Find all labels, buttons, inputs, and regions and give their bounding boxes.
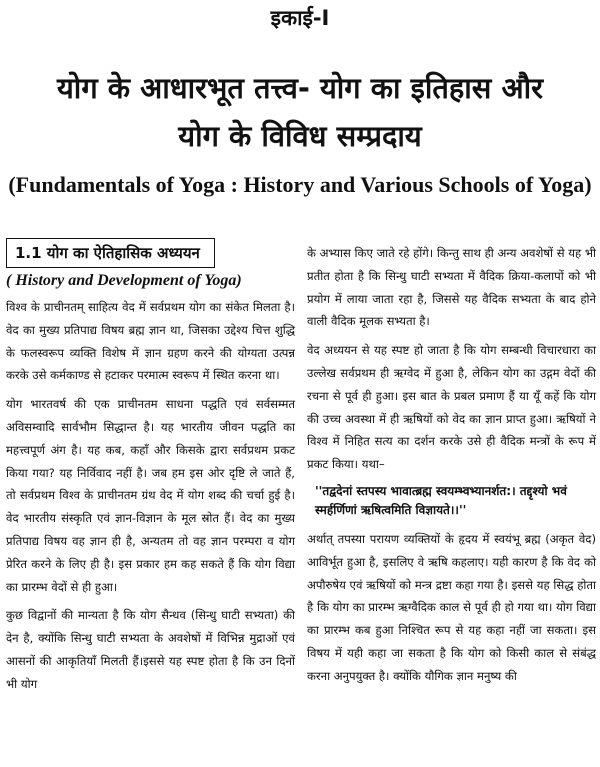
- sanskrit-verse: ''तद्वदेनां स्तपस्य भावात्ब्रह्म स्वयम्भ्वभ्यानर्शत:। तद्दृश्यो भवं स्मर्हर्णिणां ऋषित्वमिति विज्ञायते।।'': [315, 483, 567, 517]
- title-line-2: योग के विविध सम्प्रदाय: [178, 119, 422, 153]
- english-subtitle: (Fundamentals of Yoga : History and Various Schools of Yoga): [8, 172, 592, 197]
- unit-label: इकाई-I: [270, 6, 330, 30]
- paragraph: वेद अध्ययन से यह स्पष्ट हो जाता है कि योग सम्बन्धी विचारधारा का उल्लेख सर्वप्रथम ही ऋग्वेद में हुआ है, लेकिन योग का उद्गम वेदों की रचना से पूर्व ही हुआ। इस बात के प्रबल प्रमाण हैं या यूँ कहें कि योग की उच्च अवस्था में ही ऋषियों को वेद का ज्ञान प्राप्त हुआ। ऋषियों ने विश्व में निहित सत्य का दर्शन करके उसे ही वैदिक मन्त्रों के रूप में प्रकट किया। यथा–: [307, 343, 596, 472]
- page-title: [10, 64, 590, 160]
- paragraph: के अभ्यास किए जाते रहे होंगे। किन्तु साथ ही अन्य अवशेषों से यह भी प्रतीत होता है कि सिन्धु घाटी सभ्यता में वैदिक क्रिया-कलापों को भी प्रयोग में लाया जाता रहा है, जिससे यह वैदिक सभ्यता के बाद होने वाली वैदिक मूलक सभ्यता है।: [307, 246, 596, 329]
- right-column: [307, 242, 596, 694]
- paragraph: योग भारतवर्ष की एक प्राचीनतम साधना पद्धति एवं सर्वसम्मत अविसम्वादि सार्वभौम सिद्धान्त है। यह भारतीय जीवन पद्धति का महत्त्वपूर्ण अंग है। यह कब, कहाँ और किसके द्वारा सर्वप्रथम प्रकट किया गया? यह निर्विवाद नहीं है। जब हम इस ओर दृष्टि ले जाते हैं, तो सर्वप्रथम विश्व के प्राचीनतम ग्रंथ वेद में योग शब्द की चर्चा हुई है। वेद भारतीय संस्कृति एवं ज्ञान-विज्ञान के मूल स्रोत हैं। वेद का मुख्य प्रतिपाद्य विषय वह ज्ञान ही है, अन्यतम तो वह ज्ञान परम्परा व योग प्रेरित करने के लिए ही है। इस प्रकार हम कह सकते हैं कि योग विद्या का प्रारम्भ वेदों से ही हुआ।: [6, 397, 295, 594]
- section-subheading: ( History and Development of Yoga): [6, 272, 242, 289]
- title-line-1: योग के आधारभूत तत्त्व- योग का इतिहास और: [56, 71, 543, 105]
- paragraph: अर्थात् तपस्या परायण व्यक्तियों के हृदय में स्वयंभू ब्रह्म (अकृत वेद) आविर्भूत हुआ है, इसलिए वे ऋषि कहलाए। यही कारण है कि वेद को अपौरुषेय एवं ऋषियों को मन्त्र द्रष्टा कहा गया है। इससे यह सिद्ध होता है कि योग का प्रारम्भ ऋग्वैदिक काल से पूर्व ही हो गया था। योग विद्या का प्रारम्भ कब हुआ निश्चित रूप से यह कहा नहीं जा सकता। इस विषय में यही कहा जा सकता है कि योग को किसी काल से संबंद्ध करना अनुपयुक्त है। क्योंकि यौगिक ज्ञान मनुष्य की: [307, 531, 596, 683]
- left-column: [6, 238, 295, 702]
- paragraph: विश्व के प्राचीनतम् साहित्य वेद में सर्वप्रथम योग का संकेत मिलता है। वेद का मुख्य प्रतिपाद्य विषय ब्रह्म ज्ञान था, जिसका उद्देश्य चित्त शुद्धि के फलस्वरूप व्यक्ति विशेष में ज्ञान ग्रहण करने की योग्यता उत्पन्न करके उसे कर्मकाण्ड से हटाकर परमात्म स्वरूप में स्थित करना था।: [6, 300, 295, 383]
- paragraph: कुछ विद्वानों की मान्यता है कि योग सैन्धव (सिन्धु घाटी सभ्यता) की देन है, क्योंकि सिन्धु घाटी सभ्यता के अवशेषों में विभिन्न मुद्राओं एवं आसनों की आकृतियाँ मिलती हैं।इससे यह स्पष्ट होता है कि उन दिनों भी योग: [6, 608, 295, 691]
- section-heading: 1.1 योग का ऐतिहासिक अध्ययन: [6, 238, 215, 268]
